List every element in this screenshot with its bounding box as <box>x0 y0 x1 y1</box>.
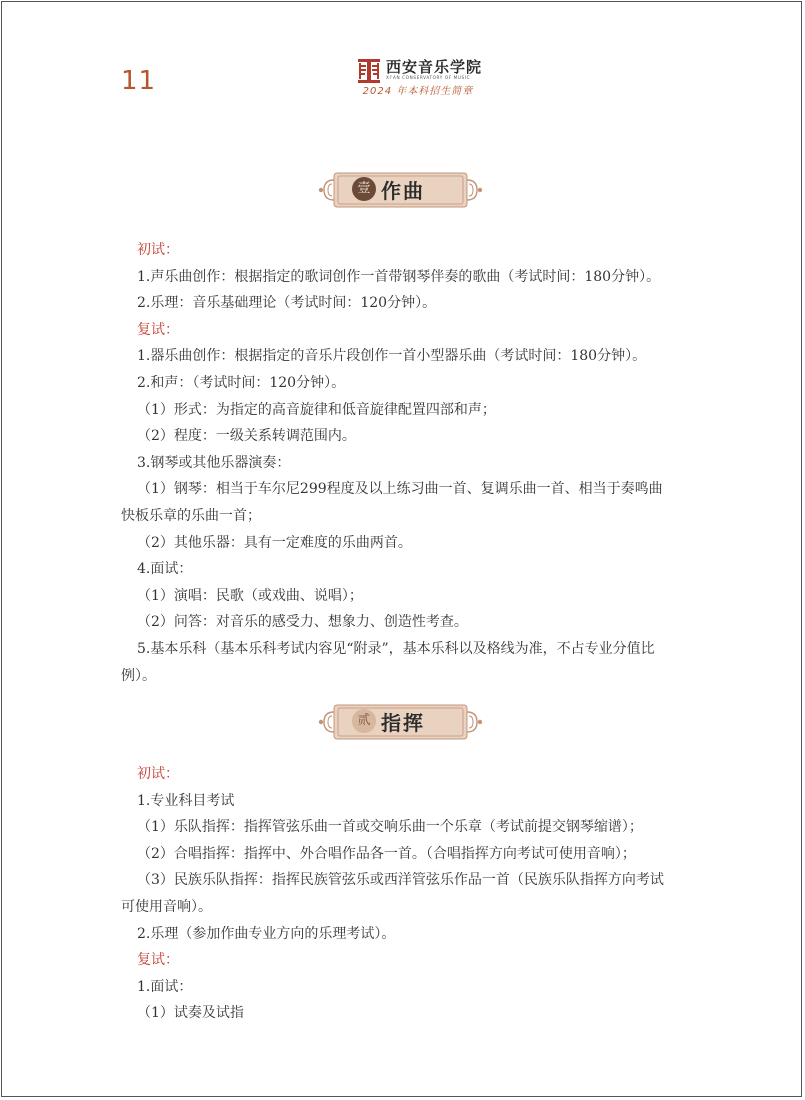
text-line: （2）合唱指挥：指挥中、外合唱作品各一首。（合唱指挥方向考试可使用音响）； <box>137 845 636 862</box>
stage-heading: 初试： <box>137 766 179 782</box>
stage-heading: 初试： <box>137 242 179 258</box>
section-banner-composition <box>318 170 483 210</box>
logo-name: 西安音乐学院 <box>386 58 483 76</box>
logo-english: XI'AN CONSERVATORY OF MUSIC <box>386 75 471 80</box>
text-line: （1）钢琴：相当于车尔尼299程度及以上练习曲一首、复调乐曲一首、相当于奏鸣曲 <box>137 481 663 498</box>
conservatory-emblem-icon <box>357 58 381 84</box>
stage-heading: 复试： <box>137 321 179 338</box>
text-line: （2）程度：一级关系转调范围内。 <box>137 428 356 445</box>
text-line: （2）其他乐器：具有一定难度的乐曲两首。 <box>137 534 412 551</box>
header-logo <box>354 56 484 98</box>
text-line: 1.声乐曲创作：根据指定的歌词创作一首带钢琴伴奏的歌曲（考试时间：180分钟）。 <box>137 268 661 285</box>
text-line: 1.器乐曲创作：根据指定的音乐片段创作一首小型器乐曲（考试时间：180分钟）。 <box>137 348 647 365</box>
text-line: 5.基本乐科（基本乐科考试内容见“附录”，基本乐科以及格线为准，不占专业分值比 <box>137 641 655 657</box>
text-line: （3）民族乐队指挥：指挥民族管弦乐或西洋管弦乐作品一首（民族乐队指挥方向考试 <box>137 872 664 889</box>
text-line: 3.钢琴或其他乐器演奏： <box>137 454 291 471</box>
header-subtitle: 2024 年本科招生简章 <box>362 86 474 97</box>
text-line: （1）乐队指挥：指挥管弦乐曲一首或交响乐曲一个乐章（考试前提交钢琴缩谱）； <box>137 819 643 836</box>
text-line: 1.面试： <box>137 978 193 995</box>
section-number-badge: 贰 <box>352 709 376 733</box>
section-title: 作曲 <box>381 179 425 203</box>
text-line: 2.和声：（考试时间：120分钟）。 <box>137 375 346 391</box>
text-line: 2.乐理（参加作曲专业方向的乐理考试）。 <box>137 925 396 942</box>
page-number: 11 <box>121 66 157 96</box>
text-line: （1）形式：为指定的高音旋律和低音旋律配置四部和声； <box>137 401 496 418</box>
section-number-badge: 壹 <box>352 177 376 201</box>
text-line: 4.面试： <box>137 561 193 578</box>
text-line: 快板乐章的乐曲一首； <box>121 508 261 524</box>
text-line: （2）问答：对音乐的感受力、想象力、创造性考查。 <box>137 614 468 631</box>
text-line: （1）试奏及试指 <box>137 1005 244 1022</box>
text-line: 可使用音响）。 <box>121 899 212 915</box>
text-line: 2.乐理：音乐基础理论（考试时间：120分钟）。 <box>137 295 437 312</box>
stage-heading: 复试： <box>137 952 179 969</box>
text-line: 1.专业科目考试 <box>137 792 235 809</box>
section-banner-conducting <box>318 702 483 742</box>
section-title: 指挥 <box>381 711 425 735</box>
text-line: 例）。 <box>121 667 156 684</box>
text-line: （1）演唱：民歌（或戏曲、说唱）； <box>137 587 363 604</box>
